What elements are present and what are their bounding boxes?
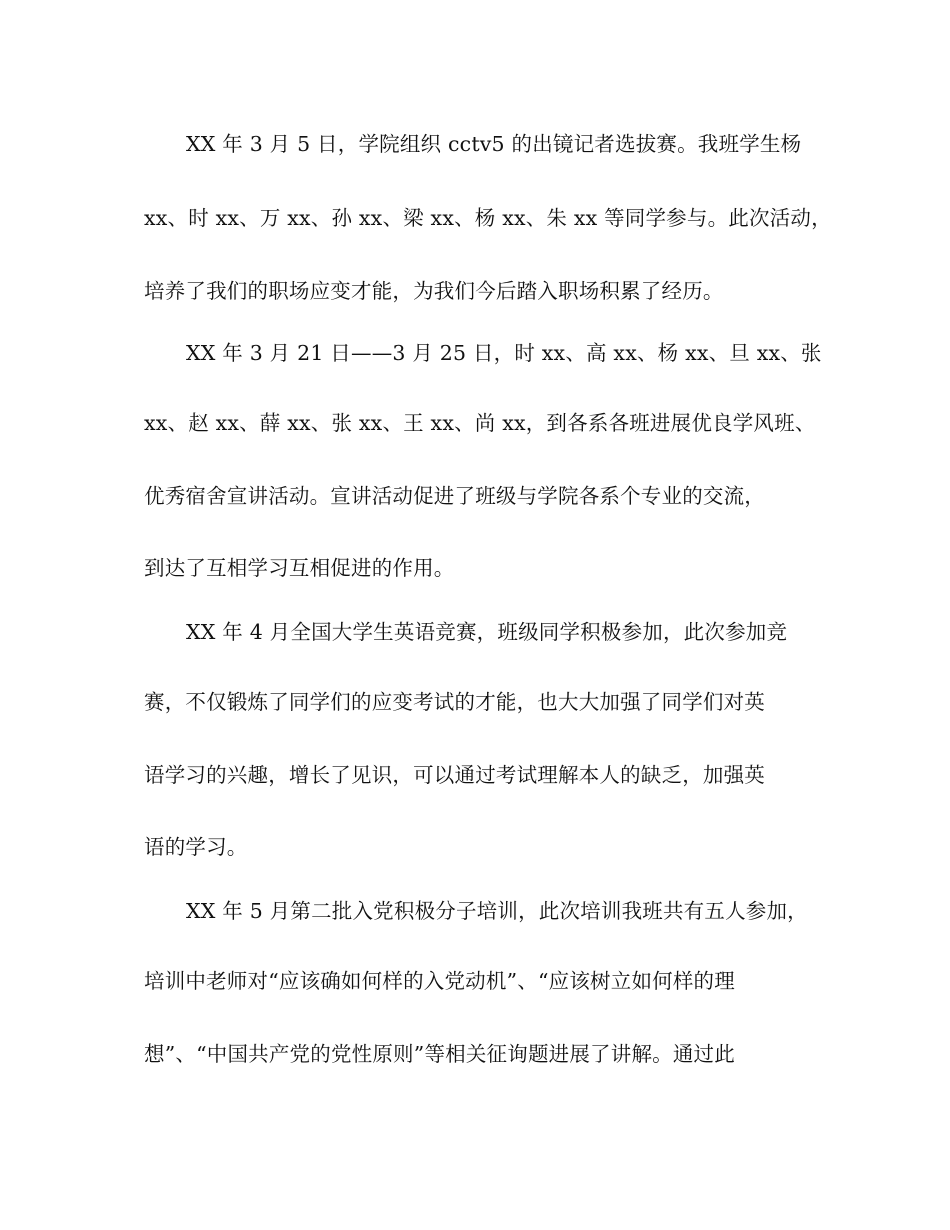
paragraph-4-line-2: 培训中老师对“应该确如何样的入党动机”、“应该树立如何样的理	[144, 969, 735, 993]
paragraph-2-line-4: 到达了互相学习互相促进的作用。	[144, 556, 455, 580]
paragraph-2-line-1: XX 年 3 月 21 日——3 月 25 日，时 xx、高 xx、杨 xx、旦 xx、张	[186, 341, 822, 365]
paragraph-3-line-4: 语的学习。	[144, 835, 248, 859]
paragraph-3-line-1: XX 年 4 月全国大学生英语竞赛，班级同学积极参加，此次参加竞	[186, 620, 788, 644]
paragraph-4-line-3: 想”、“中国共产党的党性原则”等相关征询题进展了讲解。通过此	[144, 1042, 735, 1066]
paragraph-3-line-3: 语学习的兴趣，增长了见识，可以通过考试理解本人的缺乏，加强英	[144, 763, 765, 787]
paragraph-2-line-3: 优秀宿舍宣讲活动。宣讲活动促进了班级与学院各系个专业的交流，	[144, 484, 765, 508]
paragraph-1-line-1: XX 年 3 月 5 日，学院组织 cctv5 的出镜记者选拔赛。我班学生杨	[186, 132, 802, 156]
paragraph-1-line-3: 培养了我们的职场应变才能，为我们今后踏入职场积累了经历。	[144, 279, 724, 303]
paragraph-3-line-2: 赛，不仅锻炼了同学们的应变考试的才能，也大大加强了同学们对英	[144, 690, 765, 714]
paragraph-1-line-2: xx、时 xx、万 xx、孙 xx、梁 xx、杨 xx、朱 xx 等同学参与。此次活动，	[144, 206, 832, 230]
paragraph-2-line-2: xx、赵 xx、薛 xx、张 xx、王 xx、尚 xx，到各系各班进展优良学风班、	[144, 411, 816, 435]
paragraph-4-line-1: XX 年 5 月第二批入党积极分子培训，此次培训我班共有五人参加，	[186, 899, 808, 923]
